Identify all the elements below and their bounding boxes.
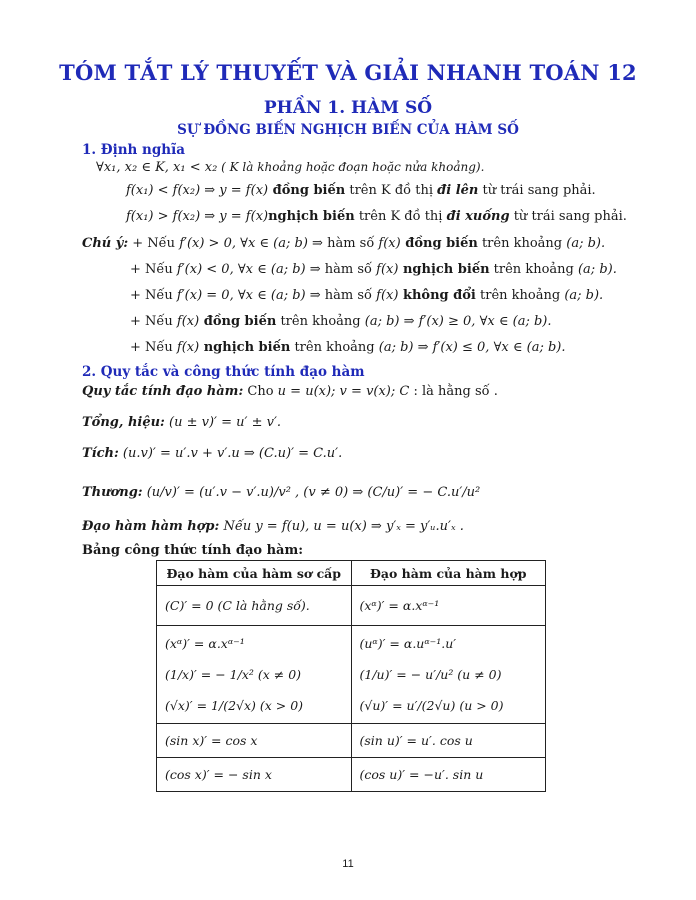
sum-rule-line xyxy=(82,415,281,430)
note-math3: (a; b). xyxy=(577,262,617,277)
note-pre: + Nếu xyxy=(130,340,177,355)
chain-text: Nếu xyxy=(219,519,256,534)
table-row xyxy=(157,724,546,758)
note-bold: không đổi xyxy=(398,288,476,303)
table-cell: (C)′ = 0 (C là hằng số). xyxy=(157,586,352,626)
product-math: (u.v)′ = u′.v + v′.u ⇒ (C.u)′ = C.u′. xyxy=(118,446,343,461)
note-bold: đồng biến xyxy=(400,236,478,251)
table-cell: (sin u)′ = u′. cos u xyxy=(351,724,546,758)
rule2-bold: nghịch biến xyxy=(268,209,355,224)
derivative-rule-line xyxy=(82,384,498,399)
note-pre: + Nếu xyxy=(130,288,177,303)
product-rule-line xyxy=(82,446,342,461)
note-pre: + Nếu xyxy=(130,262,177,277)
rule-text: Cho xyxy=(243,384,278,399)
product-label: Tích: xyxy=(82,446,119,461)
table-row xyxy=(157,626,546,724)
rule1-text: trên K đồ thị xyxy=(345,183,438,198)
rule1-end: từ trái sang phải. xyxy=(478,183,596,198)
cell-line: (1/u)′ = − u′/u² (u ≠ 0) xyxy=(359,667,502,682)
note-post: trên khoảng xyxy=(477,236,567,251)
note-post: trên khoảng xyxy=(290,340,379,355)
note-line-4 xyxy=(130,314,552,329)
table-header-row xyxy=(157,561,546,586)
part-heading: PHẦN 1. HÀM SỐ xyxy=(263,98,433,118)
cell-line: (√u)′ = u′/(2√u) (u > 0) xyxy=(359,698,504,713)
table-cell xyxy=(351,626,546,724)
quotient-math: (u/v)′ = (u′.v − v′.u)/v² , (v ≠ 0) ⇒ (C/u)′ = − C.u′/u² xyxy=(142,485,481,500)
note-math: f′(x) = 0, ∀x ∈ (a; b) xyxy=(176,288,306,303)
note-pre: + Nếu xyxy=(130,314,177,329)
cell-line: (1/x)′ = − 1/x² (x ≠ 0) xyxy=(165,667,302,682)
note-line-5 xyxy=(130,340,566,355)
note-line-3 xyxy=(130,288,603,303)
note-math3: (a; b) ⇒ f′(x) ≥ 0, ∀x ∈ (a; b). xyxy=(364,314,552,329)
note-math: f′(x) < 0, ∀x ∈ (a; b) xyxy=(176,262,306,277)
intro-note: ( K là khoảng hoặc đoạn hoặc nửa khoảng). xyxy=(217,160,485,174)
table-cell: (xᵅ)′ = α.xᵅ⁻¹ xyxy=(351,586,546,626)
rule-label: Quy tắc tính đạo hàm: xyxy=(82,384,244,399)
note-math: f′(x) > 0, ∀x ∈ (a; b) xyxy=(179,236,308,251)
rule2-text: trên K đồ thị xyxy=(354,209,447,224)
note-math: f(x) xyxy=(176,314,200,329)
table-cell: (sin x)′ = cos x xyxy=(157,724,352,758)
cell-line: (xᵅ)′ = α.xᵅ⁻¹ xyxy=(165,636,245,651)
note-post: trên khoảng xyxy=(475,288,565,303)
page-number: 11 xyxy=(342,858,354,870)
note-line-1 xyxy=(82,236,605,251)
increasing-rule xyxy=(126,183,596,198)
chain-label: Đạo hàm hàm hợp: xyxy=(82,519,220,534)
cell-line: (uᵅ)′ = α.uᵅ⁻¹.u′ xyxy=(359,636,457,651)
rule1-bold: đồng biến xyxy=(268,183,346,198)
note-label: Chú ý: xyxy=(82,236,129,251)
note-post: trên khoảng xyxy=(276,314,365,329)
rule1-math: f(x₁) < f(x₂) ⇒ y = f(x) xyxy=(126,183,269,198)
rule1-direction: đi lên xyxy=(437,183,479,198)
sum-label: Tổng, hiệu: xyxy=(82,415,165,430)
note-bold: nghịch biến xyxy=(398,262,490,277)
note-pre: + Nếu xyxy=(128,236,180,251)
chain-math: y = f(u), u = u(x) ⇒ y′ₓ = y′ᵤ.u′ₓ . xyxy=(255,519,464,534)
rule2-end: từ trái sang phải. xyxy=(509,209,627,224)
note-post: trên khoảng xyxy=(489,262,578,277)
note-mid: ⇒ hàm số xyxy=(305,262,377,277)
rule2-direction: đi xuống xyxy=(446,209,510,224)
table-header-composite: Đạo hàm của hàm hợp xyxy=(351,561,546,586)
decreasing-rule xyxy=(126,209,627,224)
table-row xyxy=(157,586,546,626)
note-math: f(x) xyxy=(176,340,200,355)
quotient-rule-line xyxy=(82,485,480,500)
rule-end: : là hằng số . xyxy=(409,384,498,399)
note-line-2 xyxy=(130,262,617,277)
rule-math: u = u(x); v = v(x); C xyxy=(277,384,410,399)
section1-heading: 1. Định nghĩa xyxy=(82,142,185,158)
note-math2: f(x) xyxy=(376,262,399,277)
rule2-math: f(x₁) > f(x₂) ⇒ y = f(x) xyxy=(126,209,269,224)
table-cell xyxy=(157,626,352,724)
document-title: TÓM TẮT LÝ THUYẾT VÀ GIẢI NHANH TOÁN 12 xyxy=(59,60,637,85)
chain-rule-line xyxy=(82,519,464,534)
intro-math: ∀x₁, x₂ ∈ K, x₁ < x₂ xyxy=(96,160,218,175)
section-subtitle: SỰ ĐỒNG BIẾN NGHỊCH BIẾN CỦA HÀM SỐ xyxy=(177,122,519,138)
table-header-elementary: Đạo hàm của hàm sơ cấp xyxy=(157,561,352,586)
note-math3: (a; b). xyxy=(566,236,606,251)
section2-heading: 2. Quy tắc và công thức tính đạo hàm xyxy=(82,364,365,380)
note-math3: (a; b). xyxy=(564,288,604,303)
table-cell: (cos x)′ = − sin x xyxy=(157,758,352,792)
note-mid: ⇒ hàm số xyxy=(307,236,379,251)
note-mid: ⇒ hàm số xyxy=(305,288,377,303)
note-math2: f(x) xyxy=(376,288,399,303)
quotient-label: Thương: xyxy=(82,485,143,500)
table-cell: (cos u)′ = −u′. sin u xyxy=(351,758,546,792)
note-bold: đồng biến xyxy=(199,314,277,329)
table-row xyxy=(157,758,546,792)
cell-line: (√x)′ = 1/(2√x) (x > 0) xyxy=(165,698,304,713)
definition-intro xyxy=(96,160,484,175)
derivative-table xyxy=(156,560,546,792)
note-bold: nghịch biến xyxy=(199,340,291,355)
note-math3: (a; b) ⇒ f′(x) ≤ 0, ∀x ∈ (a; b). xyxy=(378,340,566,355)
note-math2: f(x) xyxy=(378,236,401,251)
table-label: Bảng công thức tính đạo hàm: xyxy=(82,543,303,558)
sum-math: (u ± v)′ = u′ ± v′. xyxy=(164,415,282,430)
